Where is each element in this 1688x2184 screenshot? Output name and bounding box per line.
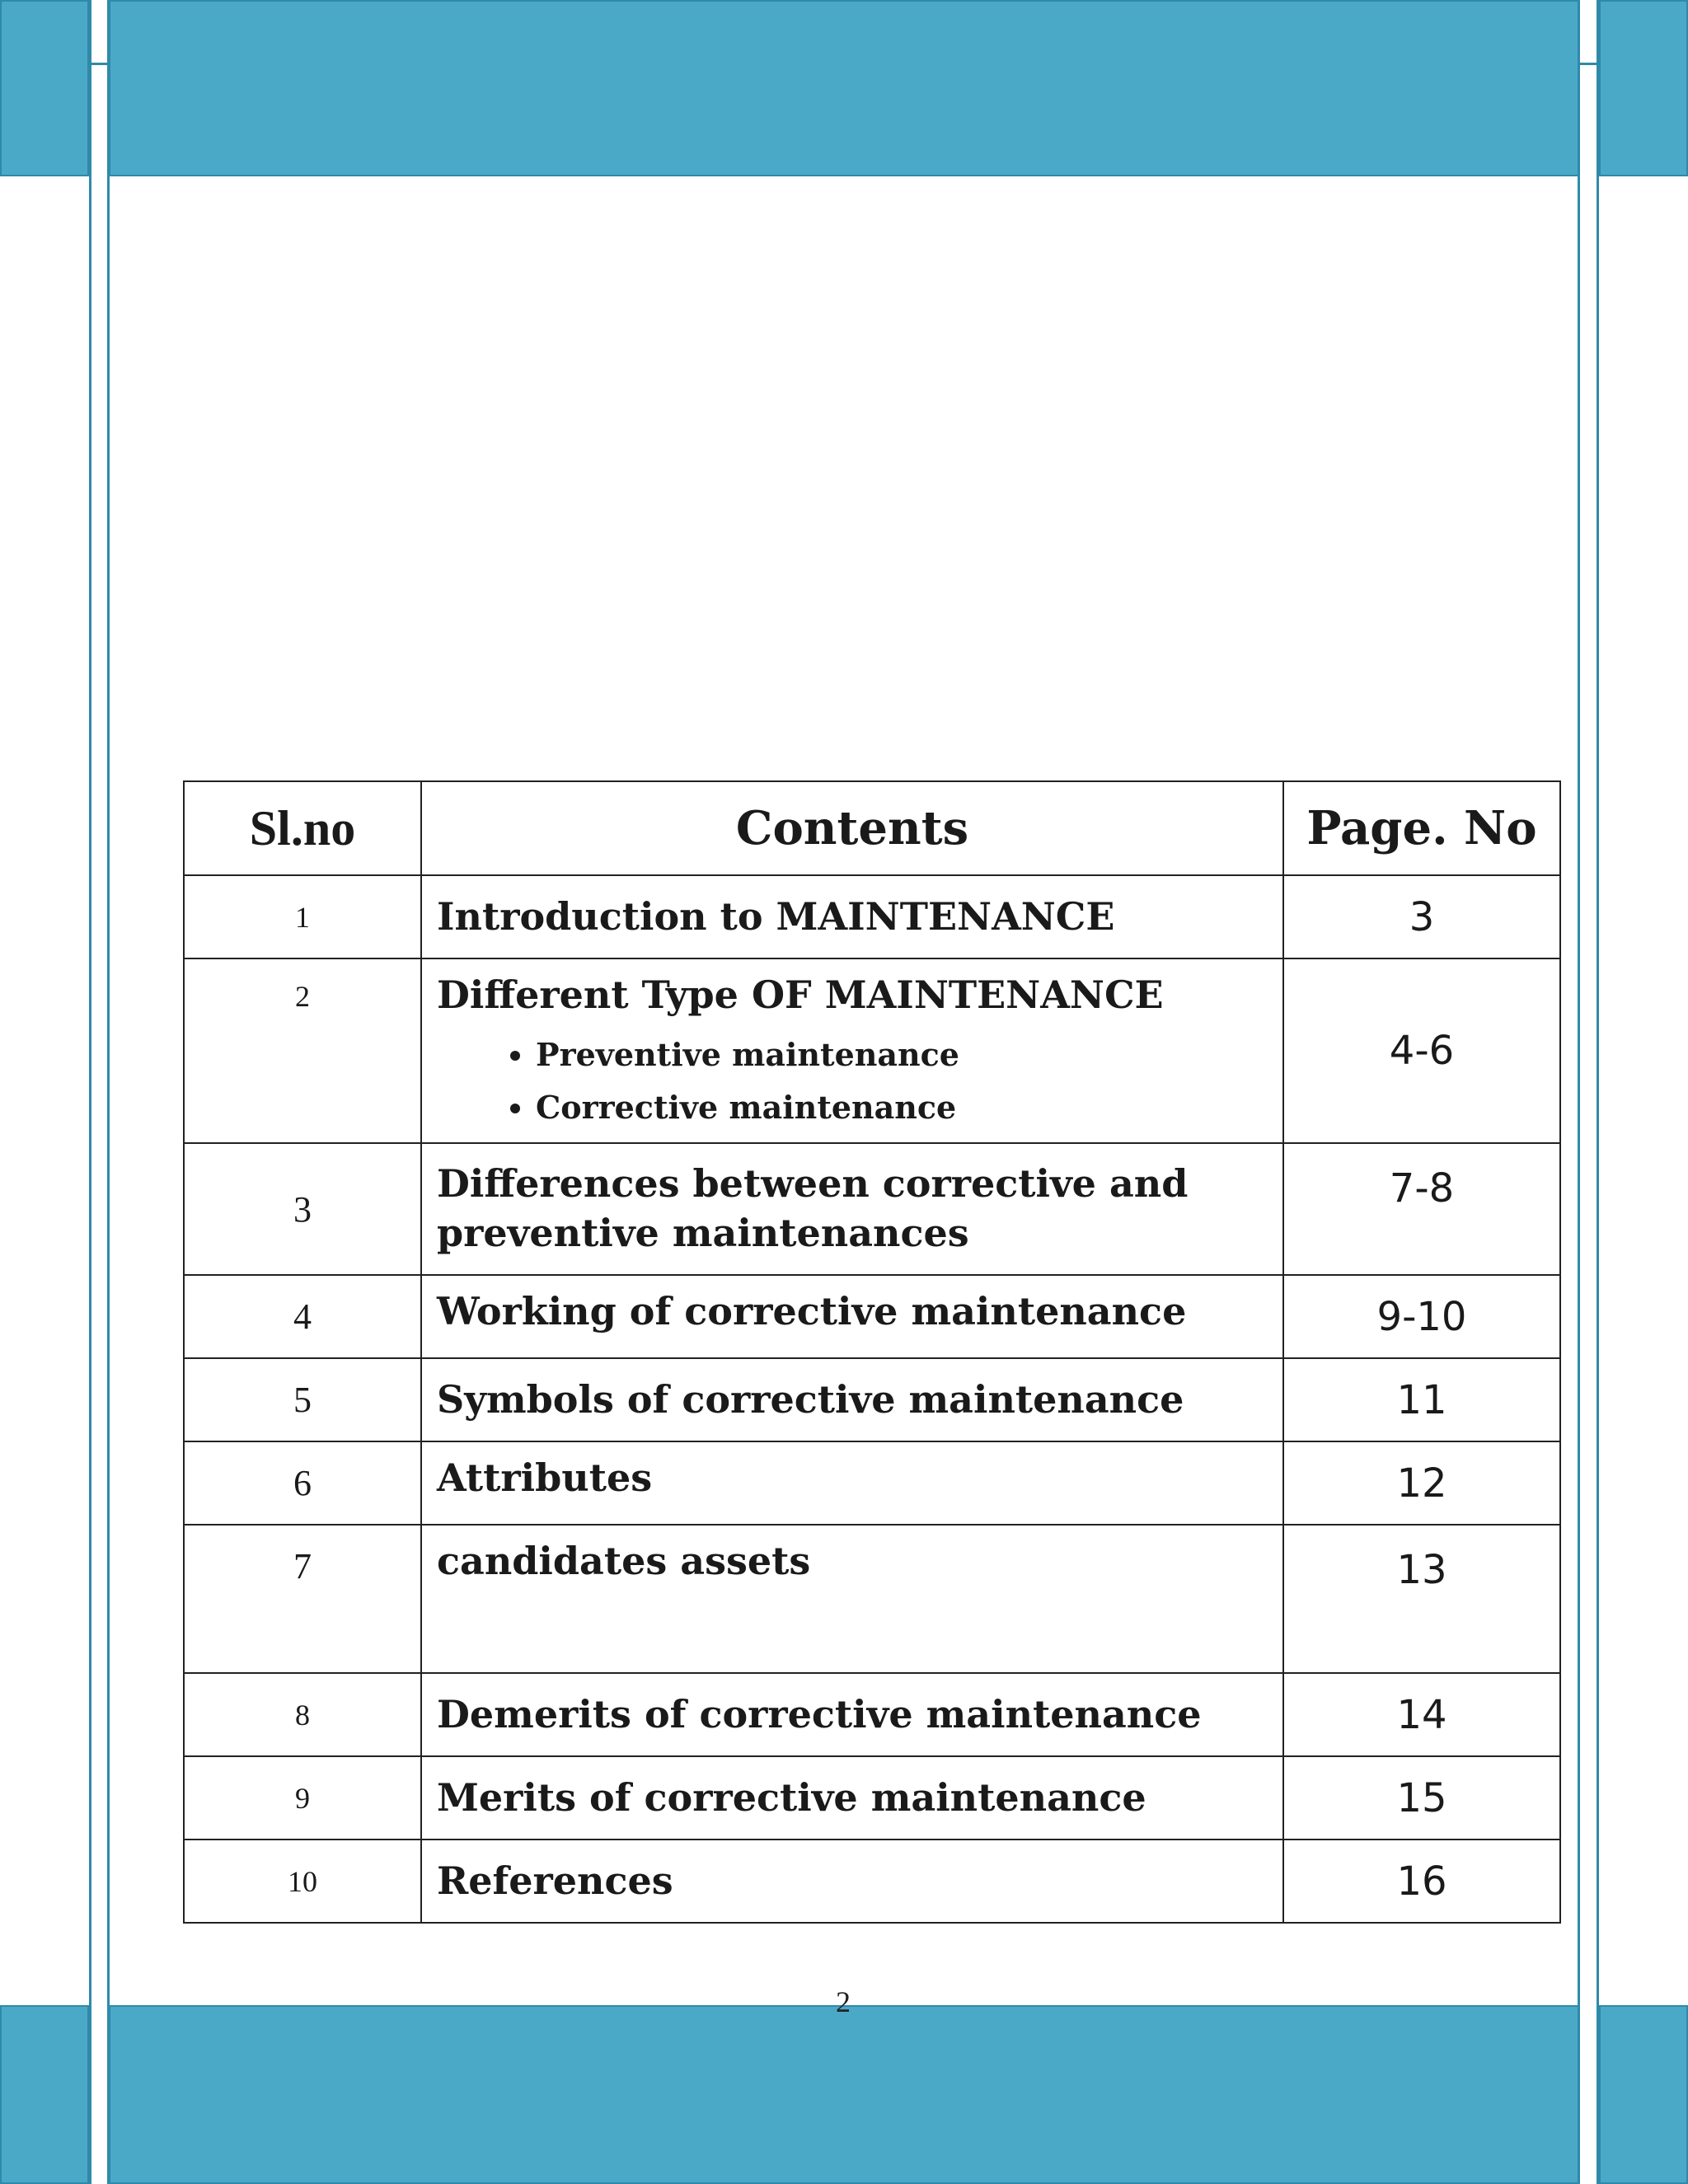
row-slno: 1 — [184, 875, 421, 958]
table-row — [184, 1756, 1560, 1840]
row-slno: 6 — [184, 1441, 421, 1525]
row-page: 16 — [1283, 1840, 1560, 1923]
table-row — [184, 1441, 1560, 1525]
table-row — [184, 1143, 1560, 1275]
row-title: References — [421, 1840, 1283, 1923]
table-row — [184, 1525, 1560, 1673]
row-title: Different Type OF MAINTENANCE — [437, 972, 1164, 1017]
row-title: Merits of corrective maintenance — [421, 1756, 1283, 1840]
frame-tick-right — [1578, 63, 1599, 65]
row-page: 11 — [1283, 1358, 1560, 1441]
row-page: 12 — [1283, 1441, 1560, 1525]
frame-line-right-outer — [1597, 0, 1599, 2184]
page-number-header: Page. No — [1283, 781, 1560, 875]
list-item: • Corrective maintenance — [536, 1081, 1282, 1135]
header-band-right — [1599, 0, 1688, 176]
row-slno: 5 — [184, 1358, 421, 1441]
toc-header-row — [184, 781, 1560, 875]
row-slno: 2 — [184, 958, 421, 1143]
table-row — [184, 1358, 1560, 1441]
footer-band-left — [0, 2005, 89, 2184]
row-content — [421, 958, 1283, 1143]
row-slno: 8 — [184, 1673, 421, 1756]
row-title: Differences between corrective and preventive maintenances — [421, 1143, 1283, 1275]
row-title: Demerits of corrective maintenance — [421, 1673, 1283, 1756]
header-band-left — [0, 0, 89, 176]
row-title: Introduction to MAINTENANCE — [421, 875, 1283, 958]
table-row — [184, 1840, 1560, 1923]
footer-band-right — [1599, 2005, 1688, 2184]
row-title: Symbols of corrective maintenance — [421, 1358, 1283, 1441]
row-page: 15 — [1283, 1756, 1560, 1840]
row-slno: 3 — [184, 1143, 421, 1275]
footer-band-center — [109, 2005, 1579, 2184]
row-slno: 7 — [184, 1525, 421, 1673]
row-slno: 4 — [184, 1275, 421, 1358]
frame-tick-left — [89, 63, 109, 65]
table-row — [184, 958, 1560, 1143]
page-number: 2 — [836, 1985, 851, 2018]
row-page: 7-8 — [1283, 1143, 1560, 1275]
row-title: Attributes — [421, 1441, 1283, 1525]
table-row — [184, 1275, 1560, 1358]
header-band-center — [109, 0, 1579, 176]
row-title: Working of corrective maintenance — [421, 1275, 1283, 1358]
list-item: • Preventive maintenance — [536, 1029, 1282, 1082]
table-row — [184, 875, 1560, 958]
contents-header: Contents — [421, 781, 1283, 875]
row-slno: 10 — [184, 1840, 421, 1923]
row-title: candidates assets — [421, 1525, 1283, 1673]
row-slno: 9 — [184, 1756, 421, 1840]
frame-line-left-inner — [107, 0, 110, 2184]
row-page: 4-6 — [1283, 958, 1560, 1143]
table-row — [184, 1673, 1560, 1756]
frame-line-right-inner — [1578, 0, 1580, 2184]
sub-topic-list — [437, 1029, 1282, 1135]
row-page: 14 — [1283, 1673, 1560, 1756]
frame-line-left-outer — [89, 0, 91, 2184]
row-page: 9-10 — [1283, 1275, 1560, 1358]
row-page: 13 — [1283, 1525, 1560, 1673]
slno-header: Sl.no — [184, 781, 421, 875]
table-of-contents — [183, 780, 1561, 1924]
row-page: 3 — [1283, 875, 1560, 958]
